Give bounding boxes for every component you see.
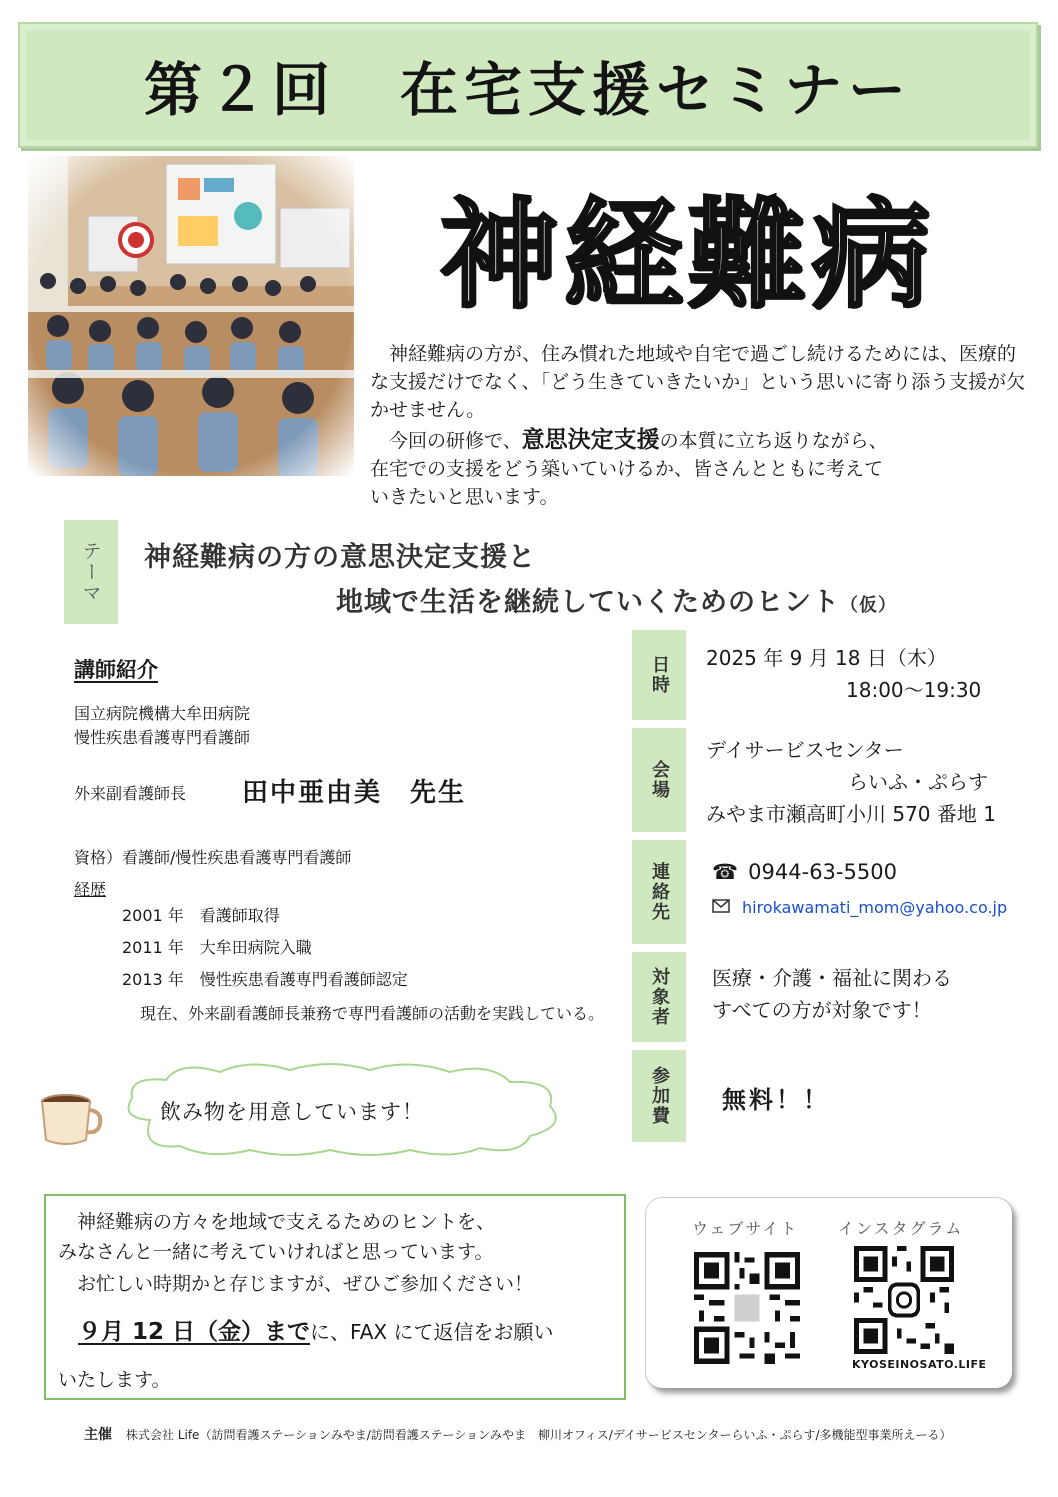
intro-p2-line3: いきたいと思います。 <box>370 486 559 508</box>
instagram-label: インスタグラム <box>838 1219 964 1238</box>
main-heading: 神経難病 <box>440 186 937 324</box>
email-address[interactable]: hirokawamati_mom@yahoo.co.jp <box>742 898 1008 917</box>
venue-name-1: デイサービスセンター <box>706 738 904 762</box>
fee-tab: 参加費 <box>632 1050 686 1142</box>
deadline: ９月 12 日（金）まで <box>78 1319 311 1345</box>
career-item: 2011 年 大牟田病院入職 <box>122 938 312 957</box>
phone-row <box>712 860 897 884</box>
intro-p2-line2: 在宅での支援をどう築いていけるか、皆さんとともに考えて <box>370 458 884 480</box>
message-line-2: みなさんと一緒に考えていければと思っています。 <box>58 1241 494 1263</box>
career-item: 2013 年 慢性疾患看護専門看護師認定 <box>122 970 408 989</box>
coffee-cup-icon <box>38 1088 104 1148</box>
instructor-heading: 講師紹介 <box>74 658 158 682</box>
message-line-5: いたします。 <box>58 1369 171 1391</box>
message-line-4 <box>58 1316 553 1348</box>
message-line-1: 神経難病の方々を地域で支えるためのヒントを、 <box>58 1211 496 1233</box>
event-date: 2025 年 9 月 18 日（木） <box>706 646 947 670</box>
mail-icon <box>712 898 730 917</box>
contact-tab: 連絡先 <box>632 840 686 944</box>
instructor-position: 外来副看護師長 <box>74 784 187 803</box>
venue-tab: 会場 <box>632 728 686 832</box>
title-banner <box>18 22 1038 148</box>
theme-line-2 <box>336 580 897 619</box>
intro-p2-post: の本質に立ち返りながら、 <box>659 430 888 452</box>
theme-note: （仮） <box>840 595 897 616</box>
website-qr-code[interactable] <box>694 1252 800 1364</box>
qr-caption: KYOSEINOSATO.LIFE <box>852 1358 987 1371</box>
instructor-qualification: 資格）看護師/慢性疾患看護専門看護師 <box>74 848 352 867</box>
intro-paragraph-2 <box>370 426 1030 511</box>
intro-paragraph-1: 神経難病の方が、住み慣れた地域や自宅で過ごし続けるためには、医療的な支援だけでなく、「どう生きていきたいか」という思いに寄り添う支援が欠かせません。 <box>370 343 1026 421</box>
website-label: ウェブサイト <box>692 1219 799 1238</box>
intro-p2-pre: 今回の研修で、 <box>370 430 522 452</box>
theme-line-1: 神経難病の方の意思決定支援と <box>144 542 536 573</box>
organizer-footer <box>84 1424 952 1444</box>
career-item: 2001 年 看護師取得 <box>122 906 280 925</box>
event-time: 18:00～19:30 <box>846 678 982 702</box>
instructor-organization <box>74 702 250 750</box>
intro-emphasis: 意思決定支援 <box>521 427 660 453</box>
target-line-1: 医療・介護・福祉に関わる <box>712 966 952 990</box>
email-row <box>712 898 1007 917</box>
target-tab: 対象者 <box>632 952 686 1042</box>
message-line-3: お忙しい時期かと存じますが、ぜひご参加ください！ <box>58 1273 534 1295</box>
fee-value: 無料！！ <box>722 1086 830 1114</box>
phone-icon: ☎ <box>712 860 739 884</box>
career-label: 経歴 <box>74 880 107 899</box>
date-tab: 日時 <box>632 630 686 720</box>
workshop-photo <box>28 156 354 476</box>
instructor-name: 田中亜由美 先生 <box>242 778 467 808</box>
drink-message: 飲み物を用意しています！ <box>160 1100 424 1124</box>
message-line-4-post: に、FAX にて返信をお願い <box>310 1320 554 1344</box>
instructor-org-2: 慢性疾患看護専門看護師 <box>74 728 251 747</box>
theme-line-2-text: 地域で生活を継続していくためのヒント <box>336 587 840 618</box>
organizer-label: 主催 <box>84 1427 112 1443</box>
target-line-2: すべての方が対象です！ <box>712 998 932 1022</box>
venue-name-2: らいふ・ぷらす <box>848 770 988 794</box>
theme-tab: テーマ <box>64 520 118 624</box>
seminar-title: 第２回 在宅支援セミナー <box>143 56 912 124</box>
organizer-text: 株式会社 Life（訪問看護ステーションみやま/訪問看護ステーションみやま 柳川オフィス/デイサービスセンターらいふ・ぷらす/多機能型事業所えーる） <box>126 1428 952 1442</box>
instructor-org-1: 国立病院機構大牟田病院 <box>74 704 251 723</box>
phone-number[interactable]: 0944-63-5500 <box>748 860 897 884</box>
instagram-qr-code[interactable] <box>854 1246 954 1354</box>
career-note: 現在、外来副看護師長兼務で専門看護師の活動を実践している。 <box>140 1004 605 1023</box>
venue-address: みやま市瀬高町小川 570 番地 1 <box>706 802 996 826</box>
